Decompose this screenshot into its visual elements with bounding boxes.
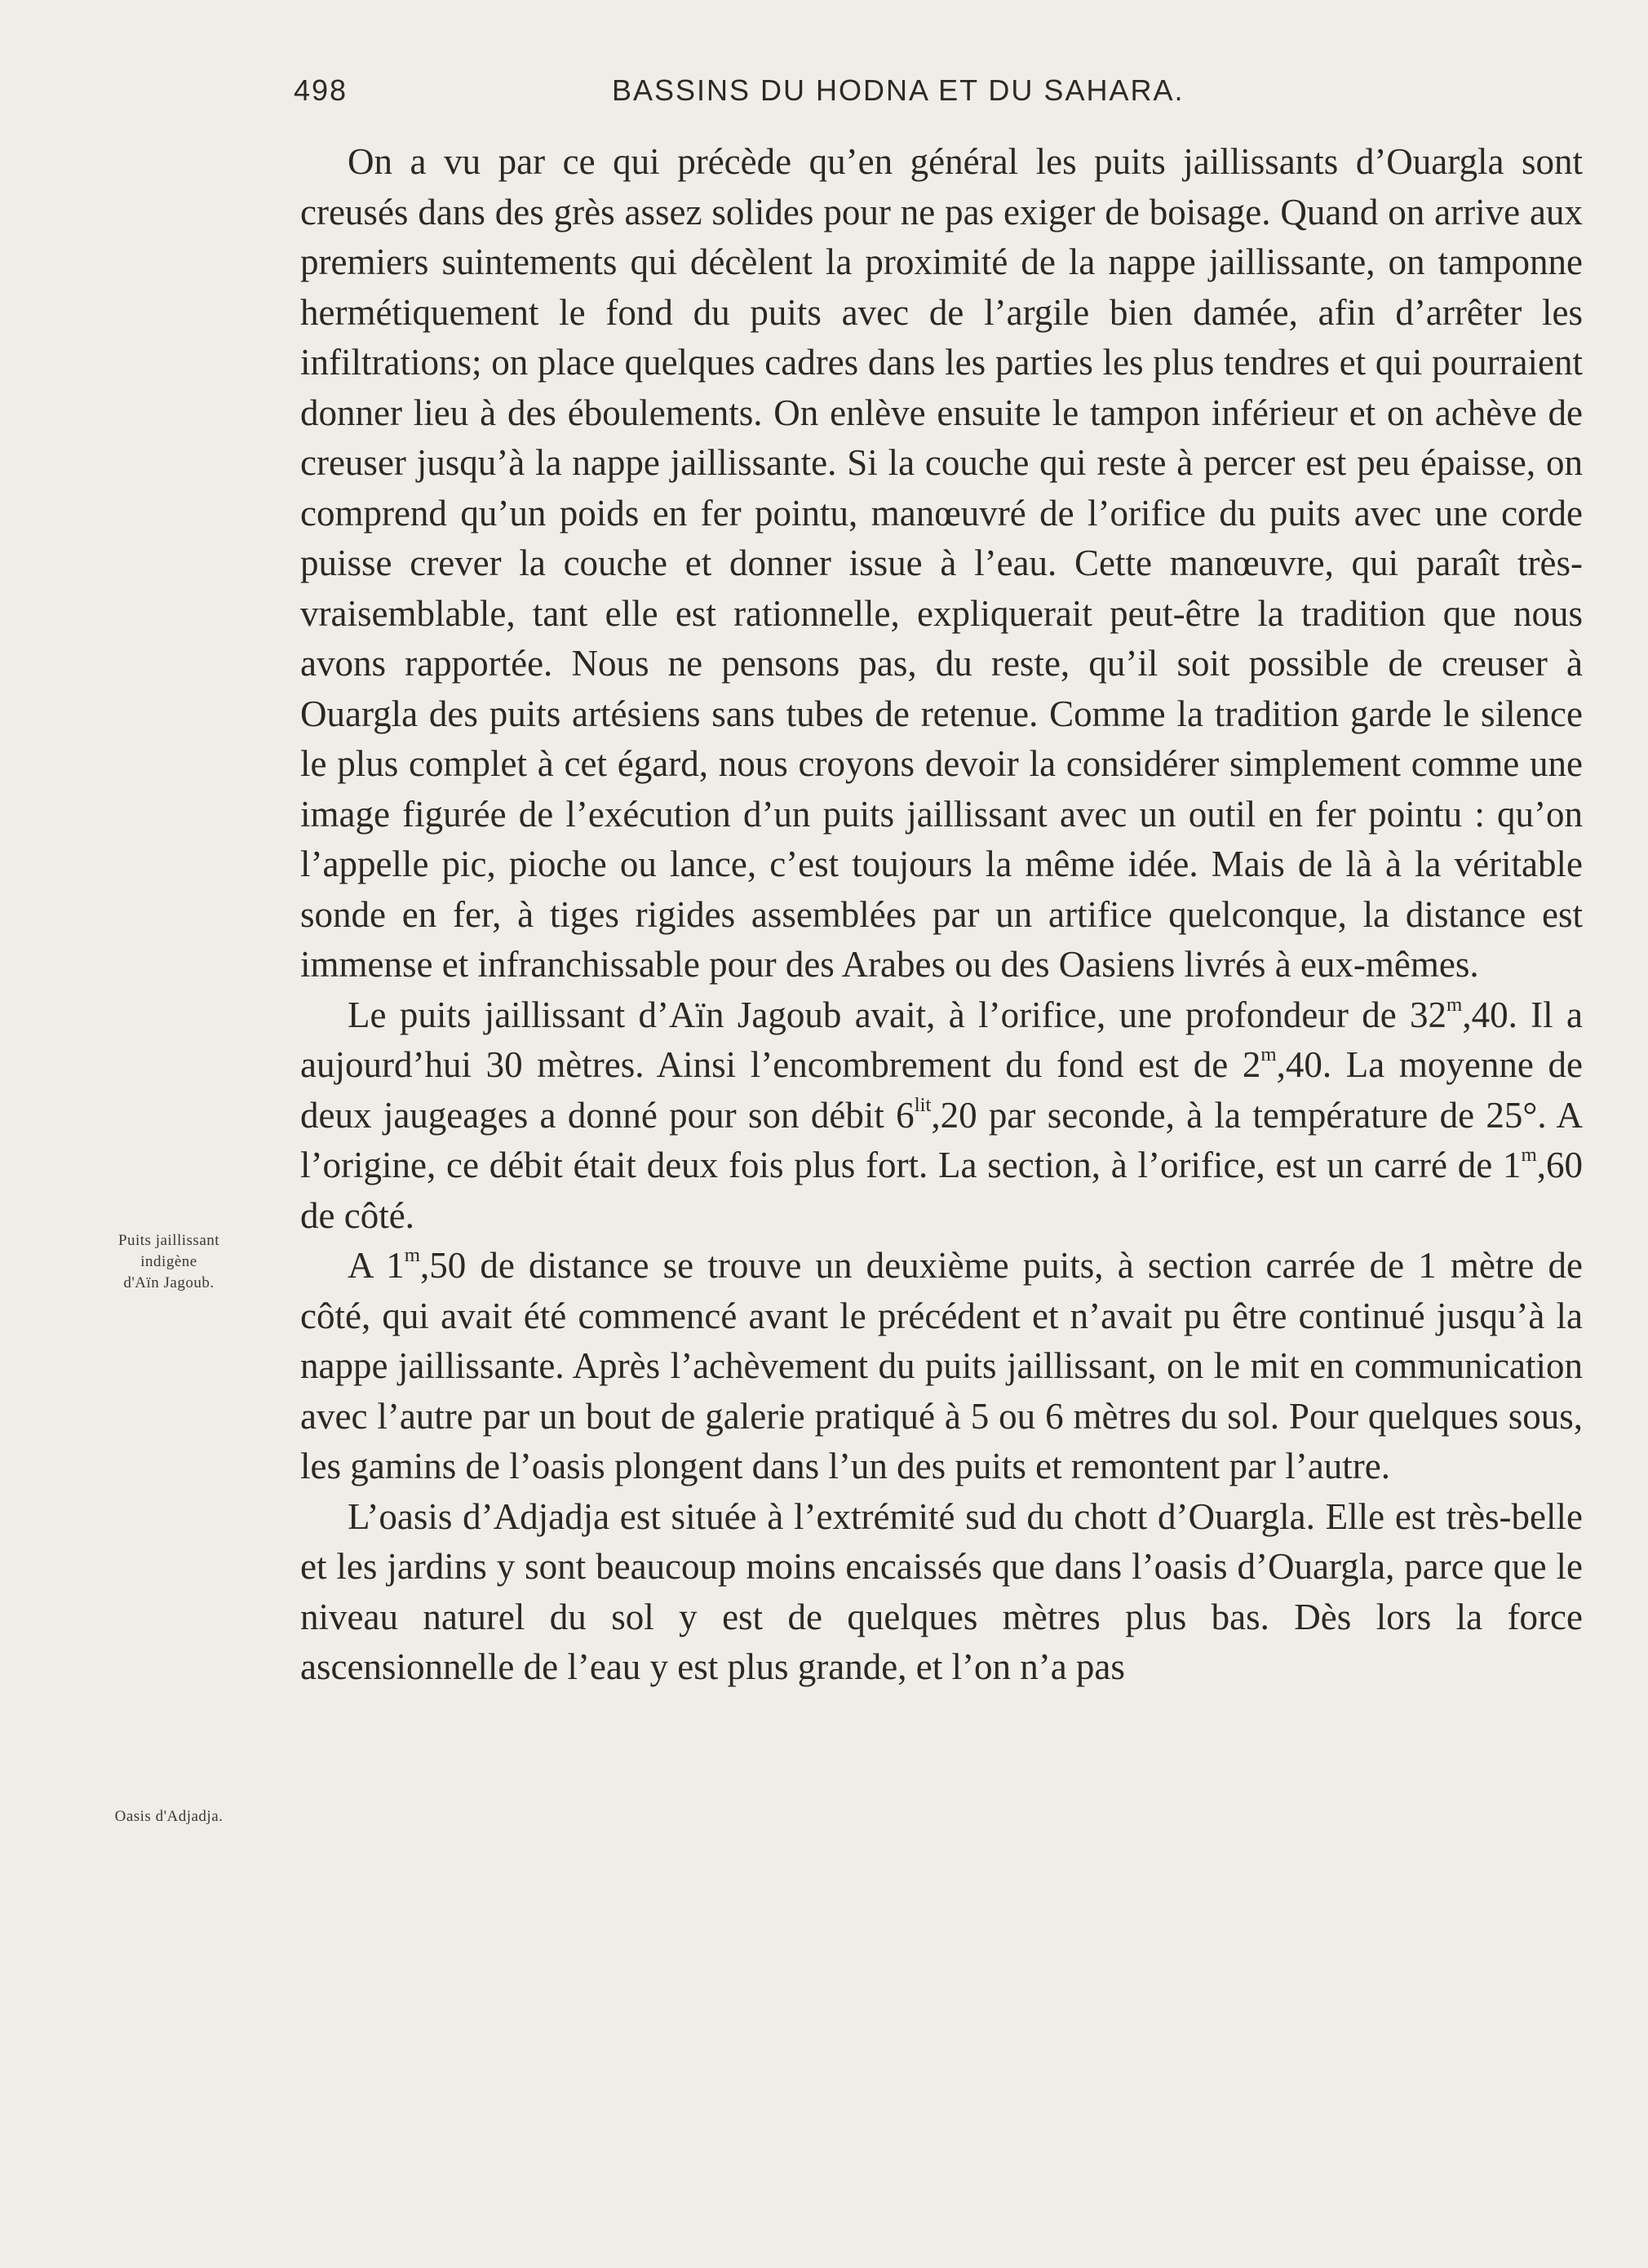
margin-note-line: indigène <box>140 1253 197 1270</box>
margin-note-line: Puits jaillissant <box>117 1232 220 1249</box>
body-text <box>300 137 1583 1693</box>
margin-note-puits <box>75 1230 263 1294</box>
paragraph-4: L’oasis d’Adjadja est située à l’extrémité sud du chott d’Ouargla. Elle est très-belle et les jardins y sont beaucoup moins encaissés que dans l’oasis d’Ouargla, parce que le niveau naturel du sol y est de quelques mètres plus bas. Dès lors la force ascensionnelle de l’eau y est plus grande, et l’on n’a pas <box>300 1495 1583 1687</box>
paragraph-1: On a vu par ce qui précède qu’en général les puits jaillissants d’Ouargla sont creusés dans des grès assez solides pour ne pas exiger de boisage. Quand on arrive aux premiers suintements qui décèlent la proximité de la nappe jaillissante, on tamponne hermétiquement le fond du puits avec de l’argile bien damée, afin d’arrêter les infiltrations; on place quelques cadres dans les parties les plus tendres et qui pourraient donner lieu à des éboulements. On enlève ensuite le tampon inférieur et on achève de creuser jusqu’à la nappe jaillissante. Si la couche qui reste à percer est peu épaisse, on comprend qu’un poids en fer pointu, manœuvré de l’orifice du puits avec une corde puisse crever la couche et donner issue à l’eau. Cette manœuvre, qui paraît très-vraisemblable, tant elle est rationnelle, expliquerait peut-être la tradition que nous avons rapportée. Nous ne pensons pas, du reste, qu’il soit possible de creuser à Ouargla des puits artésiens sans tubes de retenue. Comme la tradition garde le silence le plus complet à cet égard, nous croyons devoir la considérer simplement comme une image figurée de l’exécution d’un puits jaillissant avec un outil en fer pointu : qu’on l’appelle pic, pioche ou lance, c’est toujours la même idée. Mais de là à la véritable sonde en fer, à tiges rigides assemblées par un artifice quelconque, la distance est immense et infranchissable pour des Arabes ou des Oasiens livrés à eux-mêmes. <box>300 141 1583 985</box>
margin-note-line: Oasis d'Adjadja. <box>114 1808 224 1825</box>
paragraph-2: Le puits jaillissant d’Aïn Jagoub avait, à l’orifice, une profondeur de 32$^m$,40. Il a aujourd’hui 30 mètres. Ainsi l’encombrement du fond est de 2$^m$,40. La moyenne de deux jaugeages a donné pour son débit $6^{lit},20$ par seconde, à la température de 25°. A l’origine, ce débit était deux fois plus fort. La section, à l’orifice, est un carré de 1$^m$,60 de côté. <box>300 993 1584 1236</box>
margin-note-oasis <box>75 1806 263 1827</box>
page-number: 498 <box>294 73 348 107</box>
page-header <box>294 73 1281 122</box>
margin-note-line: d'Aïn Jagoub. <box>123 1274 215 1291</box>
paragraph-3: A 1$^m$,50 de distance se trouve un deuxième puits, à section carrée de 1 mètre de côté, qui avait été commencé avant le précédent et n’avait pu être continué jusqu’à la nappe jaillissante. Après l’achèvement du puits jaillissant, on le mit en communication avec l’autre par un bout de galerie pratiqué à 5 ou 6 mètres du sol. Pour quelques sous, les gamins de l’oasis plongent dans l’un des puits et remontent par l’autre. <box>300 1244 1584 1486</box>
running-title: BASSINS DU HODNA ET DU SAHARA. <box>612 73 1185 107</box>
